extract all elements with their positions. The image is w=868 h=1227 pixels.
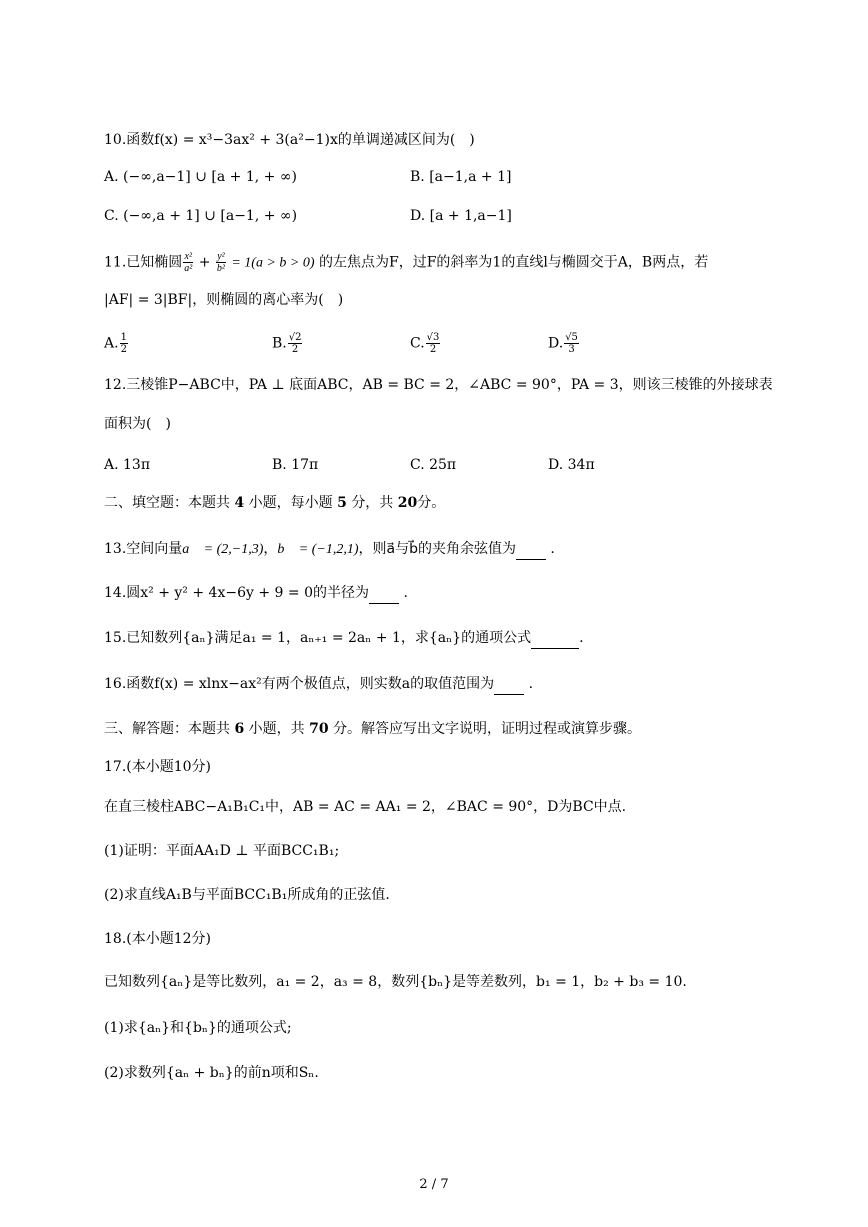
question-14: 14.圆x² + y² + 4x−6y + 9 = 0的半径为 .: [104, 583, 408, 604]
ellipse-equation-rest: = 1(a > b > 0): [231, 255, 315, 271]
question-18-part-1: (1)求{aₙ}和{bₙ}的通项公式;: [104, 1020, 292, 1036]
answer-blank[interactable]: [516, 539, 546, 560]
question-11-option-a: A. $\frac{1}{2}$: [104, 332, 127, 355]
question-13: 13.空间向量a⃗ = (2,−1,3)，b⃗ = (−1,2,1)，则a⃗与b⃗的夹角余弦值为 .: [104, 539, 555, 560]
question-17-part-1: (1)证明：平面AA₁D ⊥ 平面BCC₁B₁;: [104, 843, 340, 859]
question-10-option-b: B. [a−1,a + 1]: [410, 169, 512, 185]
question-17-body: 在直三棱柱ABC−A₁B₁C₁中，AB = AC = AA₁ = 2，∠BAC = 90°，D为BC中点.: [104, 799, 627, 815]
question-12-option-b: B. 17π: [272, 457, 319, 473]
question-10-option-a: A. (−∞,a−1] ∪ [a + 1, + ∞): [104, 169, 297, 185]
question-18-heading: 18.(本小题12分): [104, 931, 212, 947]
question-11-line-2: |AF| = 3|BF|，则椭圆的离心率为( ): [104, 292, 344, 308]
answer-blank[interactable]: [369, 583, 399, 604]
question-11-stem: 11.已知椭圆 $\frac{\text{x²}}{\text{a²}}$ + $\frac{\text{y²}}{\text{b²}}$ = 1(a > b > 0) 的左焦点为F，过F的斜率为1的直线l与椭圆交于A，B两点，若: [104, 251, 709, 274]
question-17-part-2: (2)求直线A₁B与平面BCC₁B₁所成角的正弦值.: [104, 887, 390, 903]
question-11-prefix: 11.已知椭圆: [104, 254, 183, 271]
question-10-option-c: C. (−∞,a + 1] ∪ [a−1, + ∞): [104, 208, 298, 224]
vector-b: b⃗ = (−1,2,1): [277, 542, 359, 557]
question-12-line-2: 面积为( ): [104, 416, 171, 432]
question-11-option-b: B. $\frac{√2}{2}$: [272, 332, 302, 355]
question-12-option-c: C. 25π: [410, 457, 457, 473]
vector-a: a⃗ = (2,−1,3): [182, 542, 264, 557]
answer-blank[interactable]: [531, 628, 579, 649]
section-2-heading: 二、填空题：本题共 4 小题，每小题 5 分，共 20分。: [104, 495, 446, 511]
question-16: 16.函数f(x) = xlnx−ax²有两个极值点，则实数a的取值范围为 .: [104, 674, 533, 695]
question-11-option-d: D. $\frac{√5}{3}$: [548, 332, 578, 355]
question-10-stem: 10.函数f(x) = x³−3ax² + 3(a²−1)x的单调递减区间为( ): [104, 132, 475, 148]
question-12-option-d: D. 34π: [548, 457, 595, 473]
ellipse-y-fraction: $\frac{\text{y²}}{\text{b²}}$: [216, 251, 225, 274]
question-18-part-2: (2)求数列{aₙ + bₙ}的前n项和Sₙ.: [104, 1065, 319, 1081]
question-10-option-d: D. [a + 1,a−1]: [410, 208, 512, 224]
question-15: 15.已知数列{aₙ}满足a₁ = 1，aₙ₊₁ = 2aₙ + 1，求{aₙ}的通项公式 .: [104, 628, 584, 649]
question-12-line-1: 12.三棱锥P−ABC中，PA ⊥ 底面ABC，AB = BC = 2，∠ABC = 90°，PA = 3，则该三棱锥的外接球表: [104, 377, 773, 393]
question-11-suffix: 的左焦点为F，过F的斜率为1的直线l与椭圆交于A，B两点，若: [318, 254, 709, 271]
question-18-body: 已知数列{aₙ}是等比数列，a₁ = 2，a₃ = 8，数列{bₙ}是等差数列，b₁ = 1，b₂ + b₃ = 10.: [104, 974, 687, 990]
answer-blank[interactable]: [494, 674, 524, 695]
question-12-option-a: A. 13π: [104, 457, 151, 473]
question-17-heading: 17.(本小题10分): [104, 759, 212, 775]
page-number: 2 / 7: [419, 1177, 449, 1192]
section-3-heading: 三、解答题：本题共 6 小题，共 70 分。解答应写出文字说明，证明过程或演算步骤。: [104, 721, 642, 737]
ellipse-x-fraction: $\frac{\text{x²}}{\text{a²}}$: [184, 251, 193, 274]
question-11-option-c: C. $\frac{√3}{2}$: [410, 332, 440, 355]
